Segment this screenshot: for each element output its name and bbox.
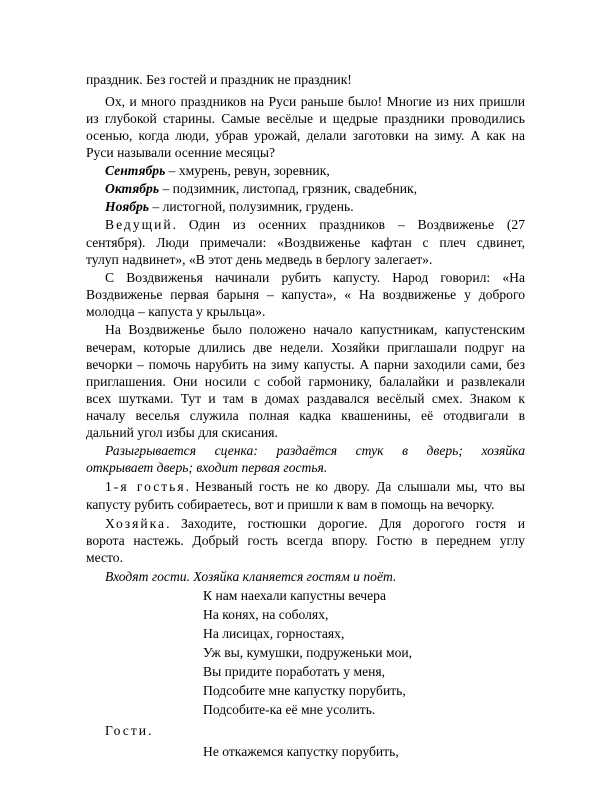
speaker-role: Хозяйка [105,516,167,531]
text-line: ворота настежь. Добрый гость всегда впору. Гостю в переднем углу [86,533,525,548]
text-line: капусту рубить собираетесь, вот и пришли к вам в помощь на вечорку. [86,497,495,512]
verse-line: Вы придите поработать у меня, [203,664,386,679]
text-line: Воздвиженье первая барыня – капуста», « На воздвиженье у доброго [86,287,525,302]
speech-text: . Заходите, гостюшки дорогие. Для дорогого гостя и [166,516,525,531]
text-line: Руси называли осенние месяцы? [86,145,276,160]
speech-text: . Незваный гость не ко двору. Да слышали мы, что вы [185,479,526,494]
month-names-list: – хмурень, ревун, зоревник, [165,163,330,178]
text-line: приглашения. Они носили с собой гармонику, балалайки и развлекали [86,374,525,389]
text-line: место. [86,550,123,565]
text-line [105,217,525,233]
text-line [105,479,525,495]
text-line: праздник. Без гостей и праздник не праздник! [86,72,352,87]
text-line: вечерам, которые длились две недели. Хозяйки приглашали подруг на [86,340,525,355]
speaker-line [105,723,151,739]
verse-line: Уж вы, кумушки, подруженьки мои, [203,645,413,660]
stage-direction: открывает дверь; входит первая гостья. [86,460,328,475]
speaker-role: 1-я гостья [105,479,186,494]
text-line: вечорки – помочь нарубить на зиму капусты. А парни заходили сами, без [86,357,525,372]
text-line: тулуп надвинет», «В этот день медведь в берлогу залегает». [86,252,433,267]
text-line: началу веселья служила полная кадка квашенины, её отодвигали в [86,408,525,423]
month-line [105,181,417,197]
text-line: сентября). Люди примечали: «Воздвиженье кафтан с плеч сдвинет, [86,235,525,250]
month-line [105,199,354,215]
speaker-punct: . [148,723,152,738]
verse-line: Не откажемся капустку порубить, [203,744,399,759]
text-line: На Воздвиженье было положено начало капустникам, капустенским [105,322,525,337]
text-line: молодца – капуста у крыльца». [86,304,266,319]
text-line [105,516,525,532]
text-line: дальний угол избы для скисания. [86,425,278,440]
text-line: всех шутками. Тут и там в домах раздавался весёлый смех. Знаком к [86,391,525,406]
speech-text: . Один из осенних праздников – Воздвиженье (27 [172,217,525,232]
verse-line: Подсобите мне капустку порубить, [203,683,406,698]
text-line: из глубокой старины. Самые весёлые и щедрые праздники проводились [86,111,525,126]
text-line: осенью, когда люди, убрав урожай, делали заготовки на зиму. А как на [86,128,525,143]
verse-line: Подсобите-ка её мне усолить. [203,702,376,717]
speaker-role: Ведущий [105,217,173,232]
month-name: Октябрь [105,181,160,196]
month-names-list: – подзимник, листопад, грязник, свадебник, [159,181,417,196]
verse-line: На лисицах, горностаях, [203,626,345,641]
verse-line: На конях, на соболях, [203,607,329,622]
stage-direction: Входят гости. Хозяйка кланяется гостям и поёт. [105,569,397,584]
month-line [105,163,330,179]
text-line: С Воздвиженья начинали рубить капусту. Народ говорил: «На [105,270,525,285]
month-names-list: – листогной, полузимник, грудень. [149,199,354,214]
month-name: Сентябрь [105,163,166,178]
stage-direction: Разыгрывается сценка: раздаётся стук в дверь; хозяйка [105,443,525,458]
text-line: Ох, и много праздников на Руси раньше было! Многие из них пришли [105,94,525,109]
verse-line: К нам наехали капустны вечера [203,588,387,603]
month-name: Ноябрь [105,199,149,214]
speaker-role: Гости [105,723,149,738]
